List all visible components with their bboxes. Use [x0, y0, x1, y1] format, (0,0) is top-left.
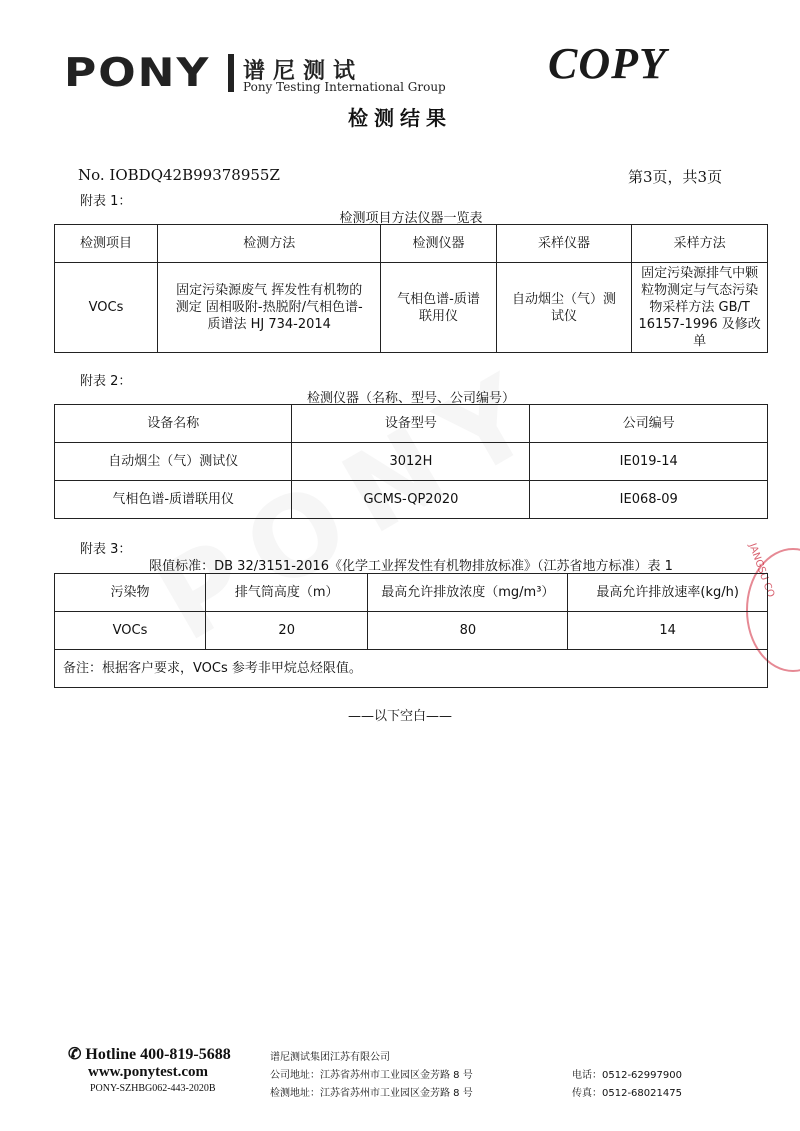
test-address: 检测地址：江苏省苏州市工业园区金芳路 8 号 [270, 1088, 473, 1099]
table3-cell: 80 [368, 612, 568, 650]
logo-english: Pony Testing International Group [243, 80, 446, 94]
fax: 传真：0512-68021475 [572, 1088, 682, 1099]
table3-cell: VOCs [55, 612, 206, 650]
document-code: PONY-SZHBG062-443-2020B [90, 1083, 216, 1094]
copy-mark: COPY [548, 39, 667, 88]
table2-header-cell: 设备名称 [55, 405, 292, 443]
table1-cell: VOCs [55, 263, 158, 353]
instruments-table [54, 404, 768, 519]
table3-caption: 限值标准：DB 32/3151-2016《化学工业挥发性有机物排放标准》（江苏省地方标准）表 1 [149, 559, 673, 574]
report-number: No. IOBDQ42B99378955Z [78, 166, 280, 184]
phone: 电话：0512-62997900 [572, 1070, 682, 1081]
table2-cell: 气相色谱-质谱联用仪 [55, 481, 292, 519]
table1-header-cell: 检测项目 [55, 225, 158, 263]
table2-label: 附表 2： [80, 374, 132, 389]
table3-header-cell: 最高允许排放速率(kg/h) [568, 574, 768, 612]
end-of-content-mark: ——以下空白—— [347, 709, 452, 724]
table3-note: 备注：根据客户要求，VOCs 参考非甲烷总烃限值。 [55, 650, 768, 688]
table3-header-cell: 污染物 [55, 574, 206, 612]
table2-caption: 检测仪器（名称、型号、公司编号） [306, 391, 515, 406]
table2-cell: GCMS-QP2020 [292, 481, 530, 519]
table1-header-cell: 采样方法 [632, 225, 768, 263]
table1-header-cell: 检测仪器 [381, 225, 496, 263]
table1-cell: 气相色谱-质谱联用仪 [381, 263, 496, 353]
table2-header-cell: 设备型号 [292, 405, 530, 443]
table-row [55, 443, 768, 481]
hotline: ✆ Hotline 400-819-5688 [68, 1046, 231, 1063]
company-name: 谱尼测试集团江苏有限公司 [270, 1052, 390, 1063]
logo-chinese: 谱尼测试 [243, 59, 364, 84]
table3-header-cell: 排气筒高度（m） [205, 574, 367, 612]
table3-cell: 20 [205, 612, 367, 650]
table2-cell: 3012H [292, 443, 530, 481]
table1-header-cell: 采样仪器 [496, 225, 632, 263]
methods-table [54, 224, 768, 353]
seal-text: JANGSU CO [746, 542, 777, 599]
table3-label: 附表 3： [80, 542, 132, 557]
table2-cell: IE019-14 [530, 443, 768, 481]
table-row [55, 481, 768, 519]
table1-cell: 固定污染源排气中颗粒物测定与气态污染物采样方法 GB/T 16157-1996 及修改单 [632, 263, 768, 353]
table1-cell: 固定污染源废气 挥发性有机物的测定 固相吸附-热脱附/气相色谱-质谱法 HJ 734-2014 [158, 263, 381, 353]
table1-header-cell: 检测方法 [158, 225, 381, 263]
table3-cell: 14 [568, 612, 768, 650]
table3-header-cell: 最高允许排放浓度（mg/m³） [368, 574, 568, 612]
limits-table [54, 573, 768, 688]
page-number: 第3页，共3页 [628, 168, 723, 186]
table2-header-cell: 公司编号 [530, 405, 768, 443]
table1-cell: 自动烟尘（气）测试仪 [496, 263, 632, 353]
table-row [55, 612, 768, 650]
table2-cell: IE068-09 [530, 481, 768, 519]
logo-word: PONY [64, 50, 211, 96]
logo-divider [228, 54, 234, 92]
company-address: 公司地址：江苏省苏州市工业园区金芳路 8 号 [270, 1070, 473, 1081]
table1-label: 附表 1： [80, 194, 132, 209]
table2-cell: 自动烟尘（气）测试仪 [55, 443, 292, 481]
website: www.ponytest.com [88, 1064, 208, 1080]
table1-caption: 检测项目方法仪器一览表 [339, 211, 483, 226]
table-row [55, 263, 768, 353]
page-title: 检测结果 [348, 106, 452, 130]
